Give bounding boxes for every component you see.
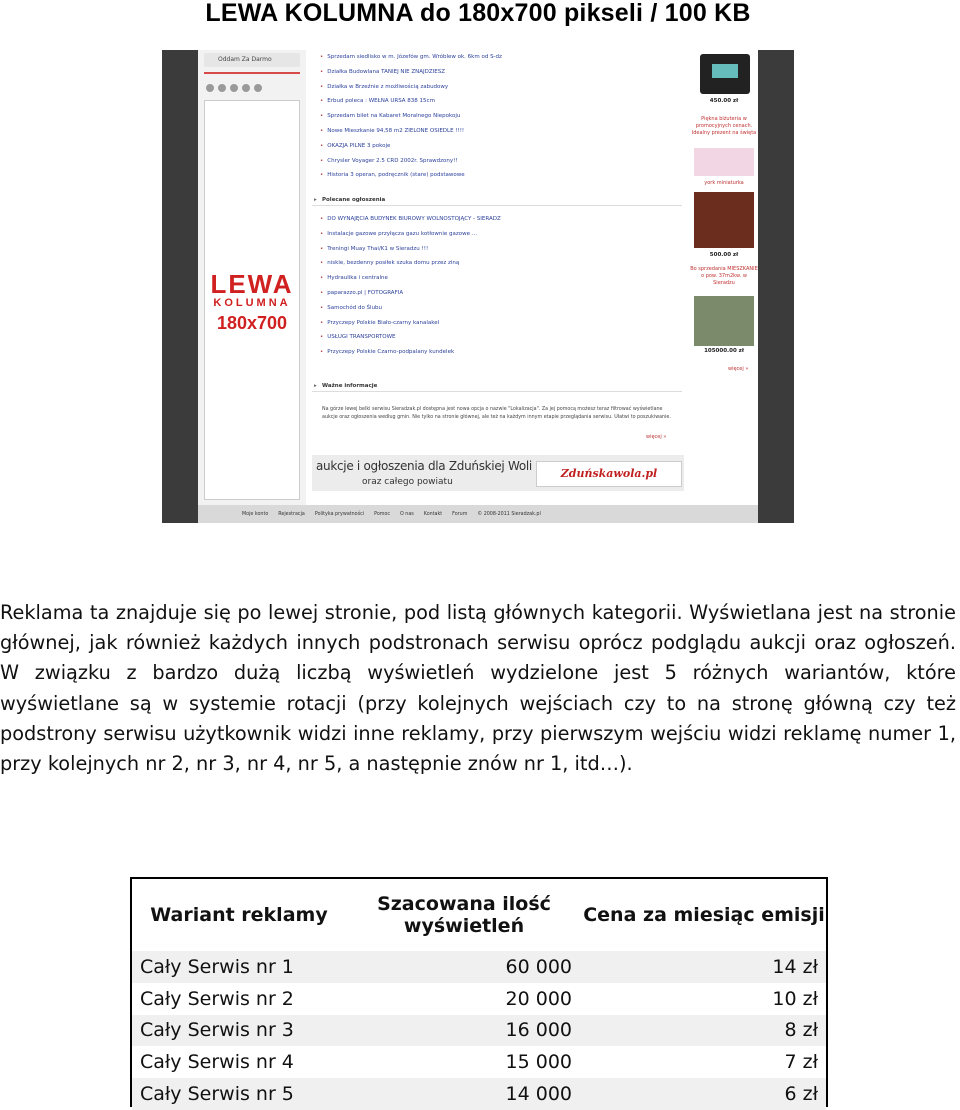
footer-link: Rejestracja <box>278 511 305 517</box>
listing-link: • Samochód do Ślubu <box>320 301 680 316</box>
price-cell: 14 zł <box>582 951 826 983</box>
listing-link: • Instalacje gazowe przyłącza gazu kotłownie gazowe ... <box>320 227 680 242</box>
listing-link: • Chrysler Voyager 2.5 CRD 2002r. Sprawdzony!! <box>320 154 680 169</box>
category-icon <box>254 84 262 92</box>
pricing-table <box>130 877 828 1107</box>
info-text: Na górze lewej belki serwisu Sieradzak.pl dostępna jest nowa opcja o nazwie "Lokalizacja". Za jej pomocą możesz teraz filtrować wyświetlane aukcje oraz ogłoszenia według gmin. Nie tylko na stronie głównej, ale też na każdym innym etapie przeglądania serwisu. Ułatwi to poszukiwanie. <box>322 407 671 420</box>
footer-copyright: © 2008-2011 Sieradzak.pl <box>477 511 541 517</box>
category-icon <box>242 84 250 92</box>
views-cell: 14 000 <box>346 1078 582 1110</box>
views-cell: 60 000 <box>346 951 582 983</box>
views-cell: 15 000 <box>505 1051 572 1074</box>
description-paragraph: Reklama ta znajduje się po lewej stronie, pod listą głównych kategorii. Wyświetlana jest na stronie głównej, jak również każdych innych podstronach serwisu oprócz podglądu aukcji oraz ogłoszeń. W związku z bardzo dużą liczbą wyświetleń wydzielone jest 5 różnych wariantów, które wyświetlane są w systemie rotacji (przy kolejnych wejściach czy to na stronę główną czy też podstrony serwisu użytkownik widzi inne reklamy, przy pierwszym wejściu widzi reklamę numer 1, przy kolejnych nr 2, nr 3, nr 4, nr 5, a następnie znów nr 1, itd…). <box>0 601 956 776</box>
table-header-row <box>132 879 826 951</box>
category-icons <box>206 84 262 92</box>
listing-link: • Erbud poleca : WEŁNA URSA 838 15cm <box>320 94 680 109</box>
category-icon <box>218 84 226 92</box>
variant-cell: Cały Serwis nr 2 <box>140 987 294 1010</box>
table-row <box>132 1015 826 1047</box>
price-cell: 8 zł <box>582 1015 826 1047</box>
screenshot-right-column <box>690 50 758 505</box>
ad-word-kolumna: KOLUMNA <box>213 297 291 309</box>
variant-cell: Cały Serwis nr 3 <box>132 1015 346 1047</box>
right-label: york miniaturka <box>704 180 744 186</box>
table-row <box>132 983 826 1015</box>
listing-link: • Przyczepy Polskie Czarno-podpalany kundelek <box>320 345 680 360</box>
right-price: 105000.00 zł <box>704 348 744 354</box>
footer-link: O nas <box>400 511 414 517</box>
right-promo-text: Piękna biżuteria w promocyjnych cenach. Idealny prezent na święta <box>691 116 757 136</box>
left-column-ad <box>204 100 300 500</box>
screenshot-footer <box>198 505 758 523</box>
column-header-price: Cena za miesiąc emisji <box>583 904 825 926</box>
listing-link: • OKAZJA PILNE 3 pokoje <box>320 139 680 154</box>
listing-link: • Przyczepy Polskie Biało-czarny kanalakel <box>320 316 680 331</box>
more-link: więcej » <box>728 366 749 372</box>
listing-link: • paparazzo.pl | FOTOGRAFIA <box>320 286 680 301</box>
listing-link: • USŁUGI TRANSPORTOWE <box>320 330 680 345</box>
price-cell: 7 zł <box>784 1051 818 1074</box>
banner-subtext: oraz całego powiatu <box>362 477 453 487</box>
listing-link: • Historia 3 operan, podręcznik (stare) podstawowe <box>320 168 680 183</box>
screenshot-main-column <box>310 50 688 505</box>
price-cell: 6 zł <box>582 1078 826 1110</box>
phone-image <box>700 54 750 94</box>
red-divider <box>204 72 300 74</box>
right-price: 450.00 zł <box>709 98 739 104</box>
right-promo-text: Bo sprzedania MIESZKANIE o pow. 37m2kw. w Sieradzu <box>690 266 758 286</box>
bottom-banner <box>312 455 684 491</box>
views-cell: 20 000 <box>505 987 572 1010</box>
footer-link: Kontakt <box>423 511 443 517</box>
footer-link: Moje konto <box>242 511 269 517</box>
screenshot-page <box>198 50 758 505</box>
listing-link: • DO WYNAJĘCIA BUDYNEK BIUROWY WOLNOSTOJĄCY - SIERADZ <box>320 212 680 227</box>
listing-link: • Działka w Brzeźnie z możliwością zabudowy <box>320 80 680 95</box>
table-row <box>132 1046 826 1078</box>
listing-link: • Treningi Muay Thai/K1 w Sieradzu !!! <box>320 242 680 257</box>
category-icon <box>206 84 214 92</box>
listing-link: • Sprzedam bilet na Kabaret Moralnego Niepokoju <box>320 109 680 124</box>
footer-link: Pomoc <box>374 511 390 517</box>
price-cell: 10 zł <box>772 987 818 1010</box>
listing-links-top <box>320 50 680 183</box>
dog-image <box>694 192 754 248</box>
jewelry-image <box>694 148 754 176</box>
ad-word-size: 180x700 <box>216 313 288 333</box>
banner-logo: Zduńskawola.pl <box>536 461 682 487</box>
screenshot-left-column <box>198 50 306 505</box>
more-link: więcej » <box>646 434 667 440</box>
listing-links-recommended <box>320 212 680 360</box>
column-header-views: Szacowana ilość wyświetleń <box>377 893 551 937</box>
section-polecane: ▸ Polecane ogłoszenia <box>312 194 682 206</box>
column-header-variant: Wariant reklamy <box>150 904 328 926</box>
table-row <box>132 1078 826 1110</box>
listing-link: • Sprzedam siedlisko w m. Józefów gm. Wróblew ok. 6km od S-dz <box>320 50 680 65</box>
listing-link: • Nowe Mieszkanie 94,58 m2 ZIELONE OSIEDLE !!!! <box>320 124 680 139</box>
left-header-box: Oddam Za Darmo <box>204 53 300 67</box>
listing-link: • niskie, bezdenny posiłek szuka domu przez ziną <box>320 256 680 271</box>
right-price: 500.00 zł <box>709 252 739 258</box>
listing-link: • Hydraulika i centralne <box>320 271 680 286</box>
variant-cell: Cały Serwis nr 5 <box>132 1078 346 1110</box>
variant-cell: Cały Serwis nr 1 <box>132 951 346 983</box>
site-screenshot <box>162 50 794 523</box>
page-title: LEWA KOLUMNA do 180x700 pikseli / 100 KB <box>205 0 751 27</box>
banner-text: aukcje i ogłoszenia dla Zduńskiej Woli <box>316 459 532 473</box>
listing-link: • Działka Budowlana TANIEJ NIE ZNAJDZIESZ <box>320 65 680 80</box>
building-image <box>694 296 754 346</box>
footer-link: Polityka prywatności <box>314 511 365 517</box>
views-cell: 16 000 <box>346 1015 582 1047</box>
footer-link: Forum <box>452 511 468 517</box>
section-wazne: ▸ Ważne informacje <box>312 380 682 392</box>
table-row <box>132 951 826 983</box>
ad-word-lewa: LEWA <box>210 269 294 299</box>
variant-cell: Cały Serwis nr 4 <box>140 1051 294 1074</box>
category-icon <box>230 84 238 92</box>
